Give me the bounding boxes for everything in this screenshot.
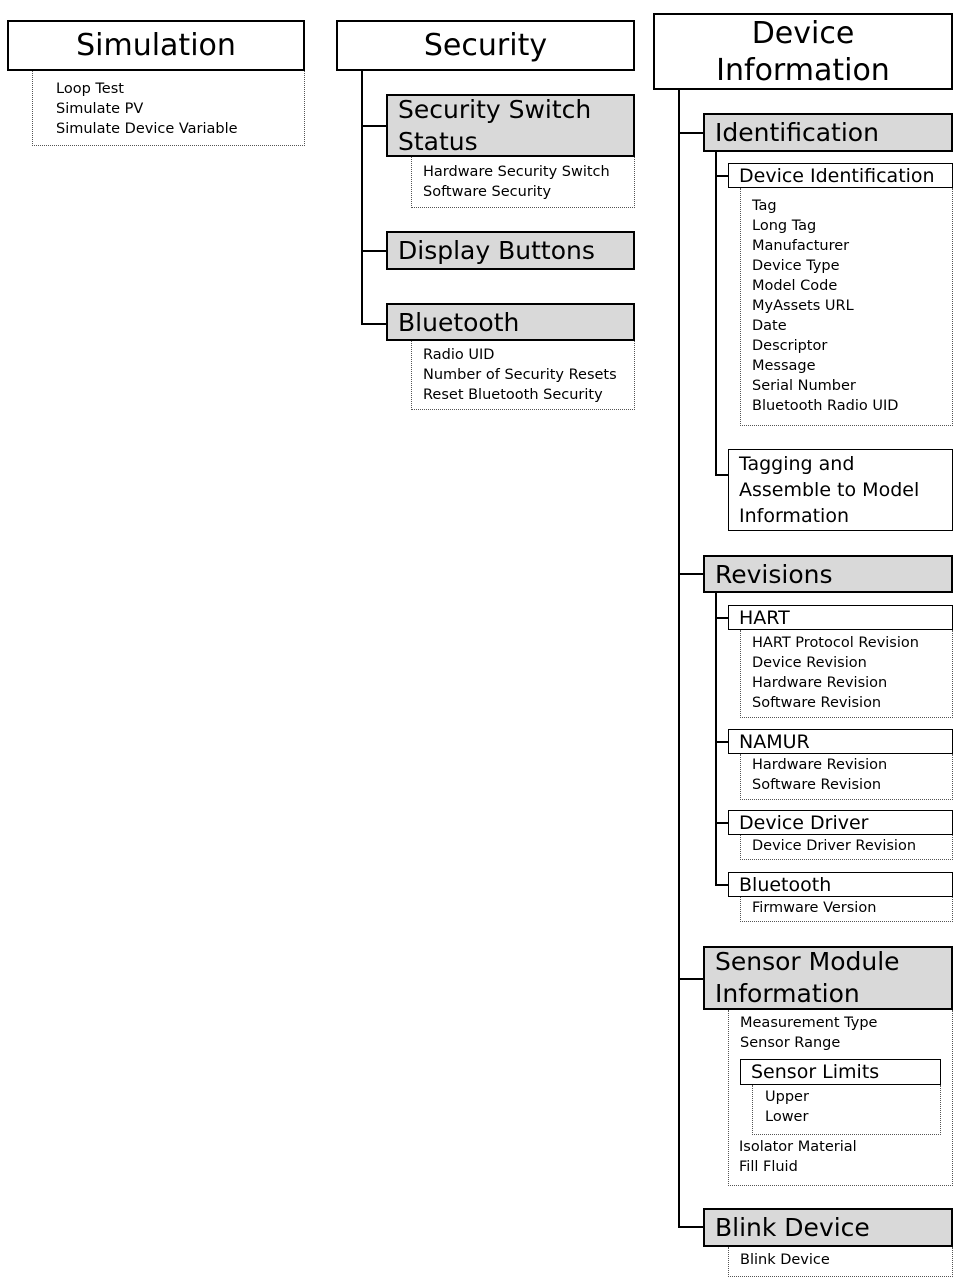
hart-header — [728, 605, 953, 630]
device-identification-item: Message — [752, 358, 816, 374]
device-information-title-line: Information — [716, 52, 890, 88]
device-identification-item: Tag — [752, 198, 777, 214]
identification-header — [703, 113, 953, 152]
identification-connector-line — [715, 152, 717, 476]
simulation-item: Simulate Device Variable — [56, 121, 238, 137]
tagging-header — [728, 449, 953, 531]
device-information-connector-line — [678, 90, 680, 1228]
tagging-title-line: Assemble to Model — [739, 479, 920, 501]
revisions-bluetooth-header — [728, 872, 953, 897]
connector-branch — [361, 323, 387, 325]
revisions-connector-line — [715, 593, 717, 886]
connector-branch — [715, 741, 729, 743]
sensor-module-header — [703, 946, 953, 1010]
device-driver-header — [728, 810, 953, 835]
security-bluetooth-title: Bluetooth — [398, 307, 520, 337]
namur-header — [728, 729, 953, 754]
revisions-bluetooth-items-list — [740, 897, 953, 922]
connector-branch — [715, 617, 729, 619]
hart-items-list — [740, 630, 953, 718]
tagging-title-line: Information — [739, 505, 849, 527]
blink-device-title: Blink Device — [715, 1213, 870, 1242]
hart-item: Hardware Revision — [752, 675, 888, 691]
connector-branch — [361, 125, 387, 127]
simulation-title: Simulation — [76, 28, 236, 63]
device-identification-item: MyAssets URL — [752, 298, 854, 314]
device-identification-item: Model Code — [752, 278, 838, 294]
sensor-module-item: Measurement Type — [740, 1015, 878, 1031]
tagging-title-line: Tagging and — [739, 453, 855, 475]
hart-title: HART — [739, 606, 790, 629]
security-bluetooth-header — [386, 303, 635, 341]
device-identification-item: Manufacturer — [752, 238, 850, 254]
revisions-header — [703, 555, 953, 593]
security-switch-status-item: Software Security — [423, 184, 552, 200]
device-identification-item: Long Tag — [752, 218, 817, 234]
security-header — [336, 20, 635, 71]
simulation-item: Loop Test — [56, 81, 124, 97]
device-identification-item: Bluetooth Radio UID — [752, 398, 899, 414]
connector-branch — [715, 822, 729, 824]
security-switch-status-items-list — [411, 157, 635, 208]
device-identification-item: Serial Number — [752, 378, 856, 394]
device-driver-items-list — [740, 835, 953, 860]
hart-item: Software Revision — [752, 695, 882, 711]
sensor-limits-items-list — [752, 1085, 941, 1135]
device-identification-item: Device Type — [752, 258, 840, 274]
device-information-title-line: Device — [751, 15, 855, 51]
sensor-module-item: Fill Fluid — [739, 1159, 798, 1175]
connector-branch — [715, 175, 729, 177]
display-buttons-title: Display Buttons — [398, 236, 595, 265]
simulation-items-list — [32, 71, 305, 146]
device-identification-title: Device Identification — [739, 164, 935, 187]
revisions-bluetooth-title: Bluetooth — [739, 873, 832, 896]
blink-device-item: Blink Device — [740, 1252, 830, 1268]
display-buttons-header — [386, 231, 635, 270]
simulation-item: Simulate PV — [56, 101, 144, 117]
namur-item: Software Revision — [752, 777, 882, 793]
security-connector-line — [361, 71, 363, 325]
sensor-module-title-line: Sensor Module — [715, 947, 900, 976]
connector-branch — [715, 884, 729, 886]
connector-branch — [678, 132, 704, 134]
connector-branch — [678, 978, 704, 980]
device-driver-title: Device Driver — [739, 811, 869, 834]
connector-branch — [678, 1226, 704, 1228]
connector-branch — [361, 250, 387, 252]
connector-branch — [678, 573, 704, 575]
security-bluetooth-item: Radio UID — [423, 347, 495, 363]
blink-device-header — [703, 1208, 953, 1247]
namur-items-list — [740, 754, 953, 800]
security-switch-status-title-line: Security Switch — [398, 94, 592, 124]
device-information-header — [653, 13, 953, 90]
namur-item: Hardware Revision — [752, 757, 888, 773]
device-identification-header — [728, 163, 953, 188]
security-bluetooth-item: Number of Security Resets — [423, 367, 617, 383]
security-bluetooth-item: Reset Bluetooth Security — [423, 387, 603, 403]
sensor-module-title-line: Information — [715, 979, 860, 1008]
simulation-header — [7, 20, 305, 71]
security-switch-status-header — [386, 94, 635, 157]
device-identification-item: Date — [752, 318, 787, 334]
revisions-title: Revisions — [715, 559, 833, 589]
identification-title: Identification — [715, 118, 879, 147]
device-driver-item: Device Driver Revision — [752, 838, 917, 854]
security-title: Security — [423, 28, 548, 63]
security-switch-status-item: Hardware Security Switch — [423, 164, 610, 180]
sensor-module-item: Isolator Material — [739, 1139, 857, 1155]
sensor-limits-header — [740, 1059, 941, 1085]
security-switch-status-title-line: Status — [398, 126, 478, 156]
sensor-limits-title: Sensor Limits — [751, 1061, 880, 1083]
sensor-module-bottom-items — [739, 1137, 857, 1177]
device-identification-items-list — [740, 188, 953, 426]
security-bluetooth-items-list — [411, 341, 635, 410]
sensor-module-item: Sensor Range — [740, 1035, 841, 1051]
connector-branch — [715, 474, 729, 476]
namur-title: NAMUR — [739, 730, 810, 753]
sensor-limits-item: Upper — [765, 1089, 809, 1105]
hart-item: HART Protocol Revision — [752, 635, 919, 651]
device-identification-item: Descriptor — [752, 338, 828, 354]
sensor-limits-item: Lower — [765, 1109, 809, 1125]
blink-device-items-list — [728, 1247, 953, 1277]
hart-item: Device Revision — [752, 655, 867, 671]
revisions-bluetooth-item: Firmware Version — [752, 900, 877, 916]
